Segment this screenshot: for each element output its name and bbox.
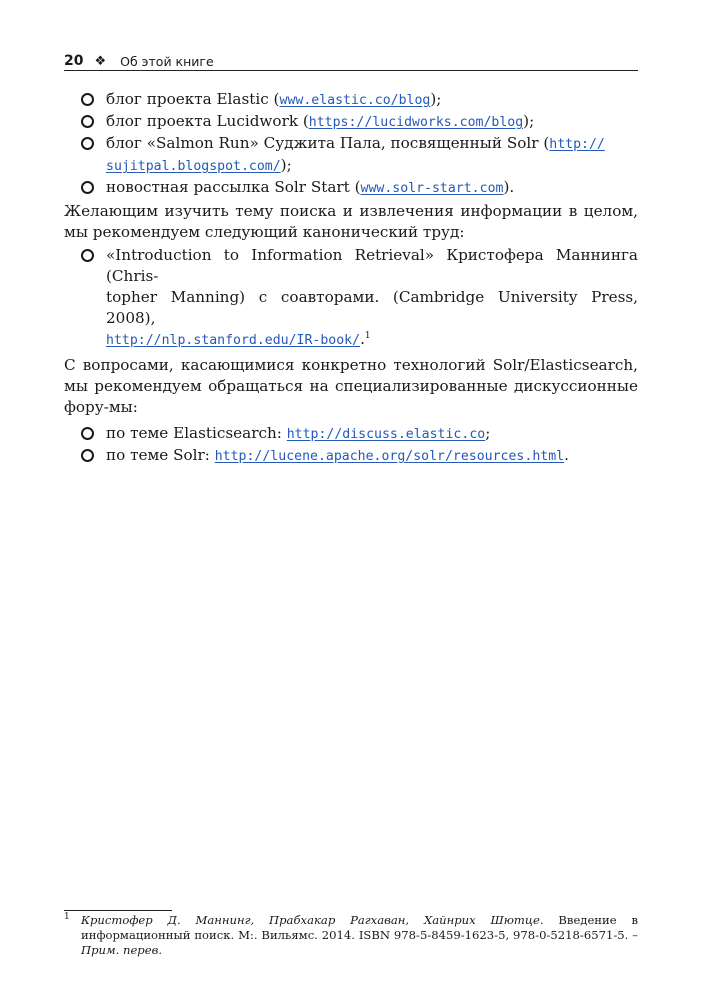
- bullet-circle-icon: [81, 137, 94, 150]
- solr-resources-link[interactable]: http://lucene.apache.org/solr/resources.html: [214, 449, 565, 464]
- page: [64, 48, 638, 467]
- list-item: [64, 445, 638, 467]
- footnote-reference: 1: [364, 330, 371, 341]
- forum-list: [64, 423, 638, 467]
- page-number: 20: [64, 53, 84, 69]
- item-suffix: .: [360, 330, 365, 348]
- list-item: [64, 177, 638, 199]
- item-text: по теме Elasticsearch:: [106, 424, 287, 442]
- item-suffix: ).: [503, 178, 515, 196]
- salmon-run-blog-link-part1[interactable]: http://: [549, 137, 605, 152]
- bullet-circle-icon: [81, 93, 94, 106]
- item-suffix: );: [280, 156, 292, 174]
- item-text: блог проекта Elastic (: [106, 90, 280, 108]
- blog-list: [64, 89, 638, 199]
- list-item: [64, 89, 638, 111]
- salmon-run-blog-link-part2[interactable]: sujitpal.blogspot.com/: [106, 159, 281, 174]
- bullet-circle-icon: [81, 449, 94, 462]
- ornament-icon: ❖: [94, 54, 107, 69]
- footnote-authors: Кристофер Д. Маннинг, Прабхакар Рагхаван, Хайнрих Шютце: [81, 913, 540, 927]
- elastic-forum-link[interactable]: http://discuss.elastic.co: [286, 427, 486, 442]
- bullet-circle-icon: [81, 181, 94, 194]
- footnote-number: 1: [64, 912, 70, 922]
- paragraph-forums: С вопросами, касающимися конкретно технологий Solr/Elasticsearch, мы рекомендуем обращаться на специализированные дискуссионные фору-мы:: [64, 356, 638, 416]
- item-text: блог проекта Lucidwork (: [106, 112, 309, 130]
- item-suffix: );: [523, 112, 535, 130]
- item-text: по теме Solr:: [106, 446, 215, 464]
- list-item: [64, 423, 638, 445]
- running-head: [64, 48, 638, 71]
- bullet-circle-icon: [81, 115, 94, 128]
- list-item: [64, 133, 638, 177]
- book-list: [64, 245, 638, 351]
- item-suffix: ;: [485, 424, 491, 442]
- page-content: [64, 89, 638, 467]
- solr-start-link[interactable]: www.solr-start.com: [360, 181, 504, 196]
- ir-book-link[interactable]: http://nlp.stanford.edu/IR-book/: [106, 333, 361, 348]
- item-suffix: );: [430, 90, 442, 108]
- bullet-circle-icon: [81, 427, 94, 440]
- footnote-body: [64, 913, 638, 958]
- bullet-circle-icon: [81, 249, 94, 262]
- paragraph-recommendation: Желающим изучить тему поиска и извлечения информации в целом, мы рекомендуем следующий канонический труд:: [64, 202, 638, 241]
- lucidworks-blog-link[interactable]: https://lucidworks.com/blog: [308, 115, 524, 130]
- book-text-line2: topher Manning) с соавторами. (Cambridge University Press, 2008),: [106, 288, 638, 327]
- item-suffix: .: [564, 446, 569, 464]
- running-title: Об этой книге: [120, 54, 214, 69]
- item-text: блог «Salmon Run» Суджита Пала, посвященный Solr (: [106, 134, 550, 152]
- list-item: [64, 245, 638, 351]
- book-text-line1: «Introduction to Information Retrieval» Кристофера Маннинга (Chris-: [106, 246, 638, 285]
- item-text: новостная рассылка Solr Start (: [106, 178, 361, 196]
- footnote-divider: [64, 910, 172, 911]
- elastic-blog-link[interactable]: www.elastic.co/blog: [279, 93, 431, 108]
- footnote: [64, 910, 638, 958]
- list-item: [64, 111, 638, 133]
- footnote-note: Прим. перев.: [81, 943, 163, 957]
- footnote-text: . Введение в информационный поиск. М:. Вильямс. 2014. ISBN 978-5-8459-1623-5, 978-0-5218-6571-5. –: [81, 913, 638, 942]
